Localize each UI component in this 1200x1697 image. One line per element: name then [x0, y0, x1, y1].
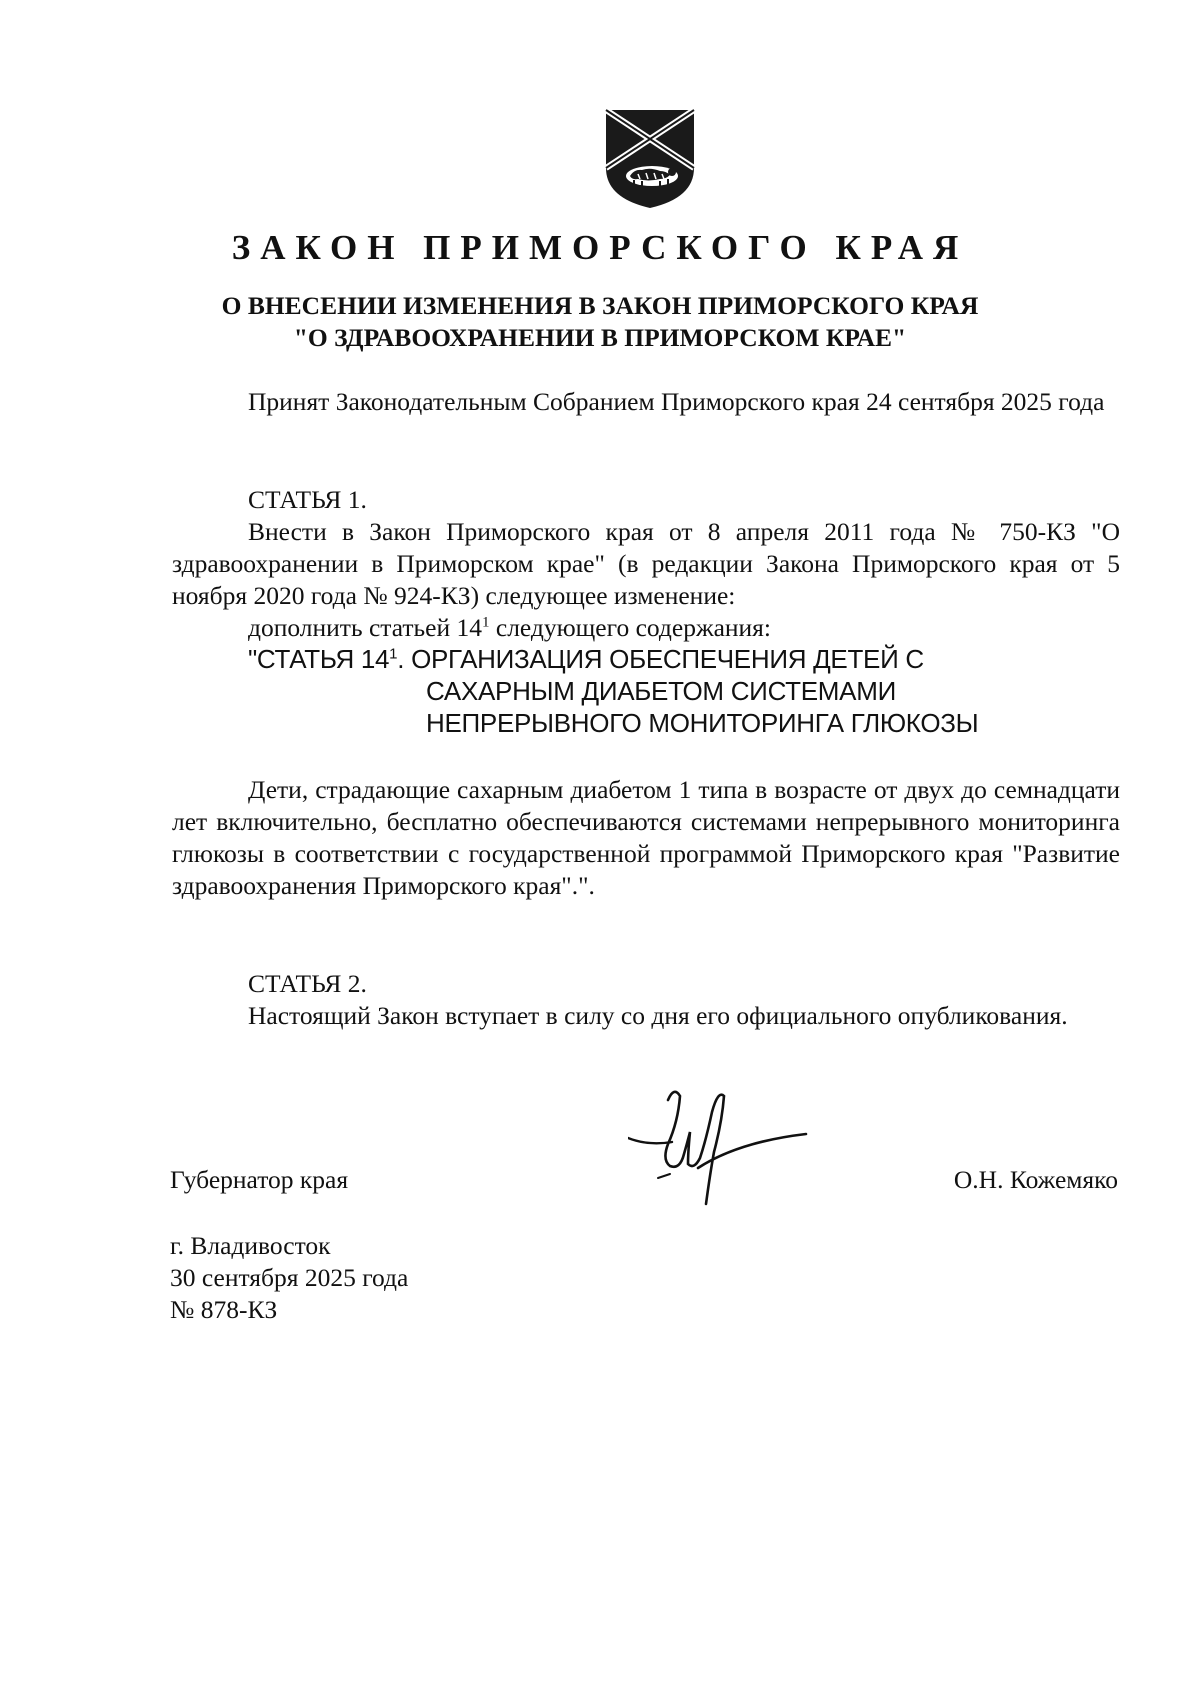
signatory-name: О.Н. Кожемяко	[953, 1165, 1118, 1194]
law-title: ЗАКОН ПРИМОРСКОГО КРАЯ	[231, 228, 969, 267]
coat-of-arms-icon	[602, 106, 698, 210]
signatory-position: Губернатор края	[170, 1165, 349, 1194]
law-subtitle	[150, 290, 1050, 354]
footer-number: № 878-КЗ	[170, 1295, 278, 1324]
new-article-title-line-2: САХАРНЫМ ДИАБЕТОМ СИСТЕМАМИ	[426, 676, 896, 706]
article-2-text: Настоящий Закон вступает в силу со дня его официального опубликования.	[248, 1001, 1068, 1030]
supplement-text-before: дополнить статьей 14	[248, 613, 482, 642]
handwritten-signature	[628, 1082, 810, 1214]
subtitle-line-1: О ВНЕСЕНИИ ИЗМЕНЕНИЯ В ЗАКОН ПРИМОРСКОГО КРАЯ	[221, 291, 979, 320]
article-1-heading: СТАТЬЯ 1.	[248, 485, 367, 514]
article-1-text: Внести в Закон Приморского края от 8 апреля 2011 года № 750-КЗ "О здравоохранении в Приморском крае" (в редакции Закона Приморского края от 5 ноября 2020 года № 924-КЗ) следующее изменение:	[172, 517, 1120, 610]
new-article-prefix: "СТАТЬЯ 14	[248, 644, 390, 674]
footer-date: 30 сентября 2025 года	[170, 1263, 409, 1292]
adoption-note: Принят Законодательным Собранием Приморского края 24 сентября 2025 года	[248, 387, 1105, 416]
article-2-heading: СТАТЬЯ 2.	[248, 969, 367, 998]
supplement-text-after: следующего содержания:	[489, 613, 771, 642]
supplement-superscript: 1	[482, 614, 490, 631]
new-article-text: Дети, страдающие сахарным диабетом 1 типа в возрасте от двух до семнадцати лет включительно, бесплатно обеспечиваются системами непрерывного мониторинга глюкозы в соответствии с государственной программой Приморского края "Развитие здравоохранения Приморского края".".	[172, 775, 1120, 900]
article-1-supplement	[248, 612, 771, 644]
footer-city: г. Владивосток	[170, 1231, 331, 1260]
new-article-title-line-1: . ОРГАНИЗАЦИЯ ОБЕСПЕЧЕНИЯ ДЕТЕЙ С	[397, 644, 924, 674]
new-article-superscript: 1	[389, 645, 398, 663]
new-article-heading	[248, 643, 978, 739]
new-article-title-line-3: НЕПРЕРЫВНОГО МОНИТОРИНГА ГЛЮКОЗЫ	[426, 708, 979, 738]
subtitle-line-2: "О ЗДРАВООХРАНЕНИИ В ПРИМОРСКОМ КРАЕ"	[293, 323, 907, 352]
